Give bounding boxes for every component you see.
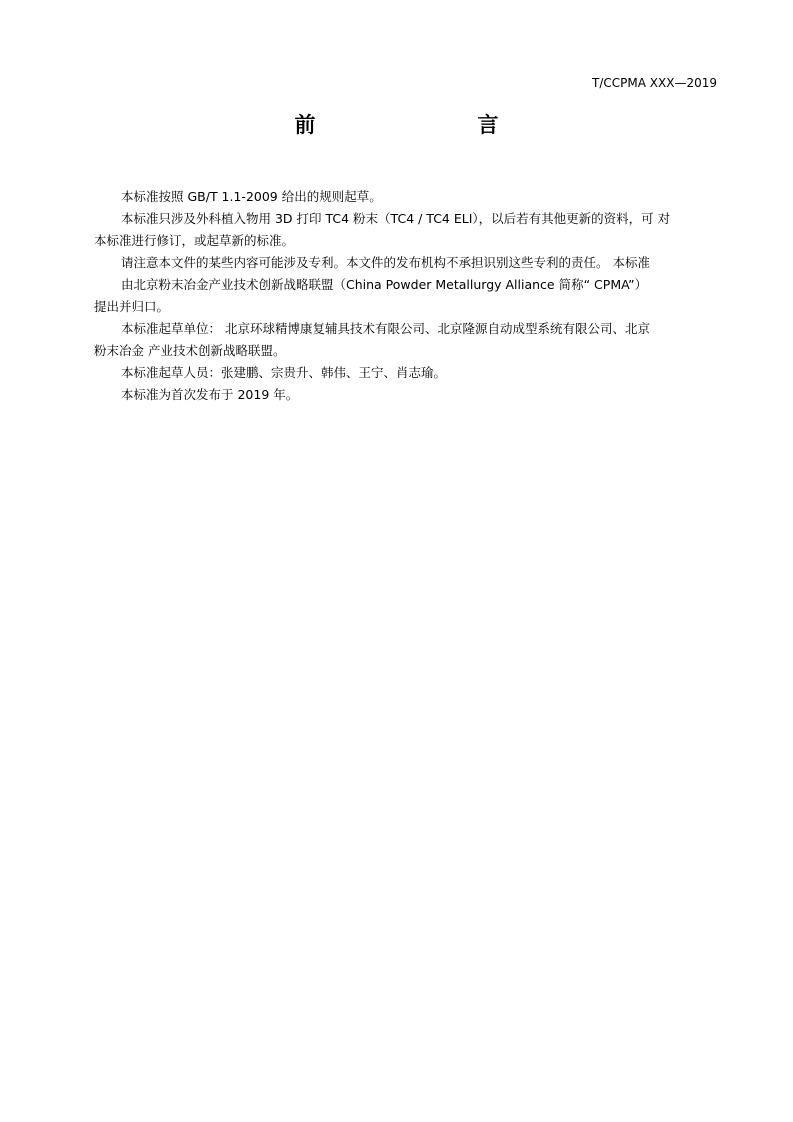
- paragraph-patent-notice: [94, 252, 718, 318]
- paragraph-line: 本标准起草人员：张建鹏、宗贵升、韩伟、王宁、肖志瑜。: [121, 365, 447, 380]
- paragraph-first-release: [94, 384, 718, 406]
- paragraph-scope: [94, 208, 718, 252]
- paragraph-line: 提出并归口。: [94, 299, 170, 314]
- document-code-header: T/CCPMA XXX—2019: [592, 76, 717, 90]
- paragraph-drafters: [94, 362, 718, 384]
- paragraph-line: 本标准进行修订，或起草新的标准。: [94, 233, 295, 248]
- paragraph-line: 本标准为首次发布于 2019 年。: [121, 387, 299, 402]
- page-title: 前 言: [294, 113, 539, 137]
- paragraph-drafting-units: [94, 318, 718, 362]
- foreword-body: [94, 186, 718, 406]
- paragraph-line: 本标准起草单位： 北京环球精博康复辅具技术有限公司、北京隆源自动成型系统有限公司、北京: [121, 321, 650, 336]
- paragraph-line: 本标准只涉及外科植入物用 3D 打印 TC4 粉末（TC4 / TC4 ELI），以后若有其他更新的资料，可 对: [121, 211, 671, 226]
- paragraph-line: 粉末冶金 产业技术创新战略联盟。: [94, 343, 286, 358]
- paragraph-drafting-rules: [94, 186, 718, 208]
- paragraph-line: 本标准按照 GB/T 1.1-2009 给出的规则起草。: [121, 189, 382, 204]
- paragraph-line: 请注意本文件的某些内容可能涉及专利。本文件的发布机构不承担识别这些专利的责任。 本标准: [121, 255, 650, 270]
- paragraph-line: 由北京粉末冶金产业技术创新战略联盟（China Powder Metallurgy Alliance 简称“ CPMA”）: [121, 277, 648, 292]
